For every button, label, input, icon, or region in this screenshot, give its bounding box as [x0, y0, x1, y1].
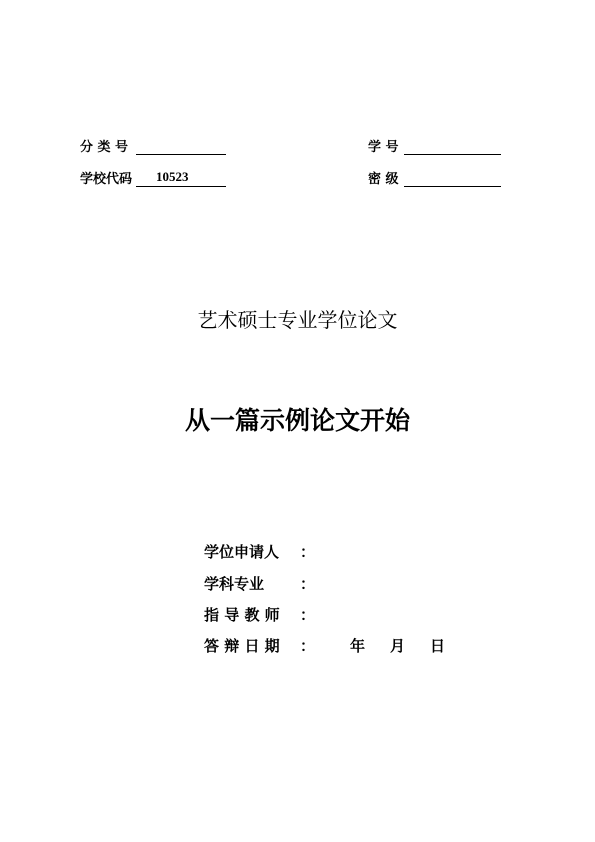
school-code-field: [136, 170, 226, 187]
school-code-value: 10523: [156, 169, 189, 184]
student-number-field: [404, 138, 501, 155]
major-label: 学科专业: [204, 575, 265, 593]
day-unit: 日: [430, 637, 446, 655]
year-unit: 年: [350, 637, 366, 655]
secrecy-field: [404, 170, 501, 187]
applicant-colon: ：: [300, 543, 316, 561]
class-number-label: 分 类 号: [80, 140, 129, 155]
secrecy-label: 密 级: [368, 172, 399, 187]
student-number-label: 学 号: [368, 140, 399, 155]
month-unit: 月: [390, 637, 406, 655]
thesis-title: 从一篇示例论文开始: [184, 406, 410, 435]
major-colon: ：: [300, 575, 316, 593]
defense-date-colon: ：: [300, 637, 316, 655]
advisor-colon: ：: [300, 606, 316, 624]
class-number-field: [136, 138, 226, 155]
advisor-label: 指 导 教 师: [204, 606, 280, 624]
degree-type-heading: 艺术硕士专业学位论文: [197, 308, 398, 332]
defense-date-label: 答 辩 日 期: [204, 637, 280, 655]
applicant-label: 学位申请人: [204, 543, 280, 561]
school-code-label: 学校代码: [80, 172, 133, 187]
